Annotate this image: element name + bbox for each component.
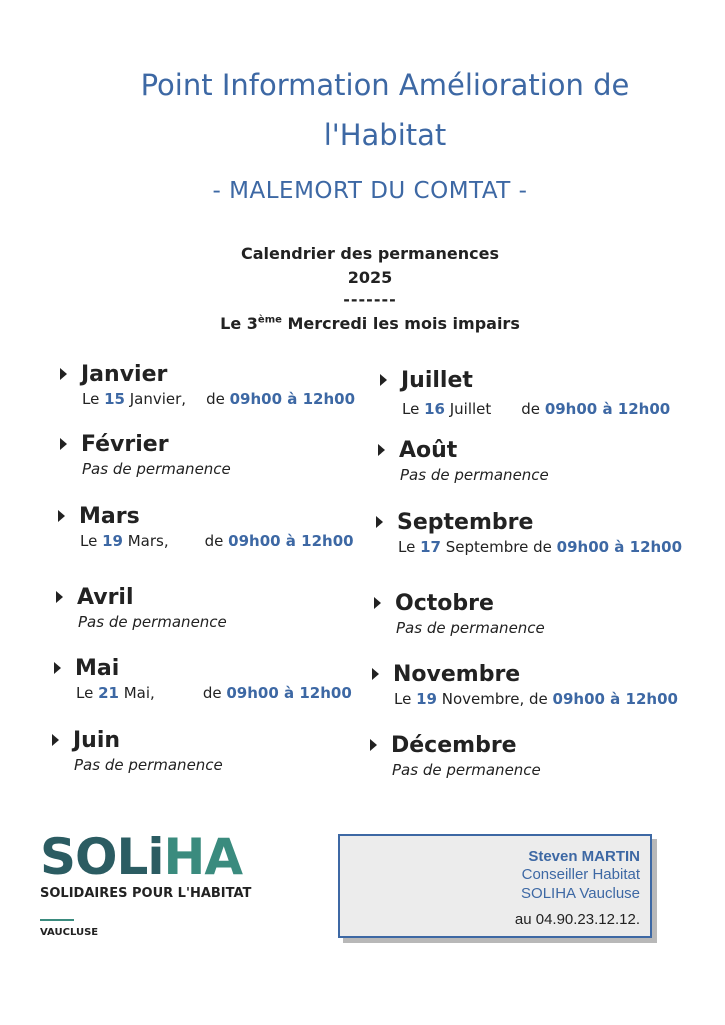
location-subtitle: - MALEMORT DU COMTAT -: [212, 178, 528, 204]
month-name: Février: [81, 431, 169, 457]
month-detail: Le 15 Janvier, de 09h00 à 12h00: [82, 390, 356, 408]
month-name: Septembre: [397, 509, 534, 535]
logo-region: VAUCLUSE: [40, 927, 99, 938]
month-detail: Le 21 Mai, de 09h00 à 12h00: [76, 684, 352, 702]
month-septembre: [376, 508, 683, 556]
logo-divider: [40, 919, 74, 921]
month-janvier: [60, 360, 356, 408]
month-novembre: [372, 660, 678, 708]
no-session-text: Pas de permanence: [392, 761, 541, 779]
month-name: Août: [399, 437, 458, 463]
no-session-text: Pas de permanence: [78, 613, 227, 631]
month-fevrier: [60, 430, 231, 478]
month-name: Juin: [73, 727, 121, 753]
month-mai: [54, 654, 352, 702]
month-name: Juillet: [401, 367, 473, 393]
contact-box: [338, 834, 652, 938]
caret-right-icon: [54, 662, 61, 674]
month-decembre: [370, 731, 541, 779]
month-mars: [58, 502, 354, 550]
caret-right-icon: [56, 591, 63, 603]
month-detail: Le 19 Novembre, de 09h00 à 12h00: [394, 690, 678, 708]
month-name: Avril: [77, 584, 134, 610]
caret-right-icon: [372, 668, 379, 680]
caret-right-icon: [58, 510, 65, 522]
month-name: Mai: [75, 655, 120, 681]
soliha-logo: [40, 830, 251, 938]
page-title-line-2: l'Habitat: [323, 118, 447, 152]
logo-wordmark: SOLiHA: [40, 828, 243, 886]
month-name: Novembre: [393, 661, 521, 687]
month-juin: [52, 726, 223, 774]
contact-phone: au 04.90.23.12.12.: [514, 911, 640, 928]
month-detail: Le 16 Juillet de 09h00 à 12h00: [402, 400, 671, 418]
month-detail: Le 17 Septembre de 09h00 à 12h00: [398, 538, 683, 556]
no-session-text: Pas de permanence: [396, 619, 545, 637]
page-title-line-1: Point Information Amélioration de: [140, 68, 630, 102]
month-octobre: [374, 589, 545, 637]
month-name: Mars: [79, 503, 140, 529]
logo-tagline: SOLIDAIRES POUR L'HABITAT: [40, 886, 252, 901]
month-name: Octobre: [395, 590, 494, 616]
month-aout: [378, 436, 549, 484]
no-session-text: Pas de permanence: [82, 460, 231, 478]
contact-name: Steven MARTIN: [528, 848, 640, 865]
month-avril: [56, 583, 227, 631]
no-session-text: Pas de permanence: [400, 466, 549, 484]
caret-right-icon: [380, 374, 387, 386]
separator: -------: [343, 290, 397, 309]
caret-right-icon: [376, 516, 383, 528]
month-juillet: [380, 366, 671, 418]
schedule-rule: Le 3ème Mercredi les mois impairs: [220, 314, 520, 333]
month-detail: Le 19 Mars, de 09h00 à 12h00: [80, 532, 354, 550]
month-name: Janvier: [81, 361, 168, 387]
contact-organization: SOLIHA Vaucluse: [521, 885, 640, 902]
caret-right-icon: [378, 444, 385, 456]
calendar-year: 2025: [347, 268, 393, 287]
caret-right-icon: [60, 438, 67, 450]
caret-right-icon: [374, 597, 381, 609]
month-name: Décembre: [391, 732, 517, 758]
contact-role: Conseiller Habitat: [521, 866, 640, 883]
calendar-label: Calendrier des permanences: [241, 244, 499, 263]
caret-right-icon: [370, 739, 377, 751]
caret-right-icon: [52, 734, 59, 746]
caret-right-icon: [60, 368, 67, 380]
no-session-text: Pas de permanence: [74, 756, 223, 774]
